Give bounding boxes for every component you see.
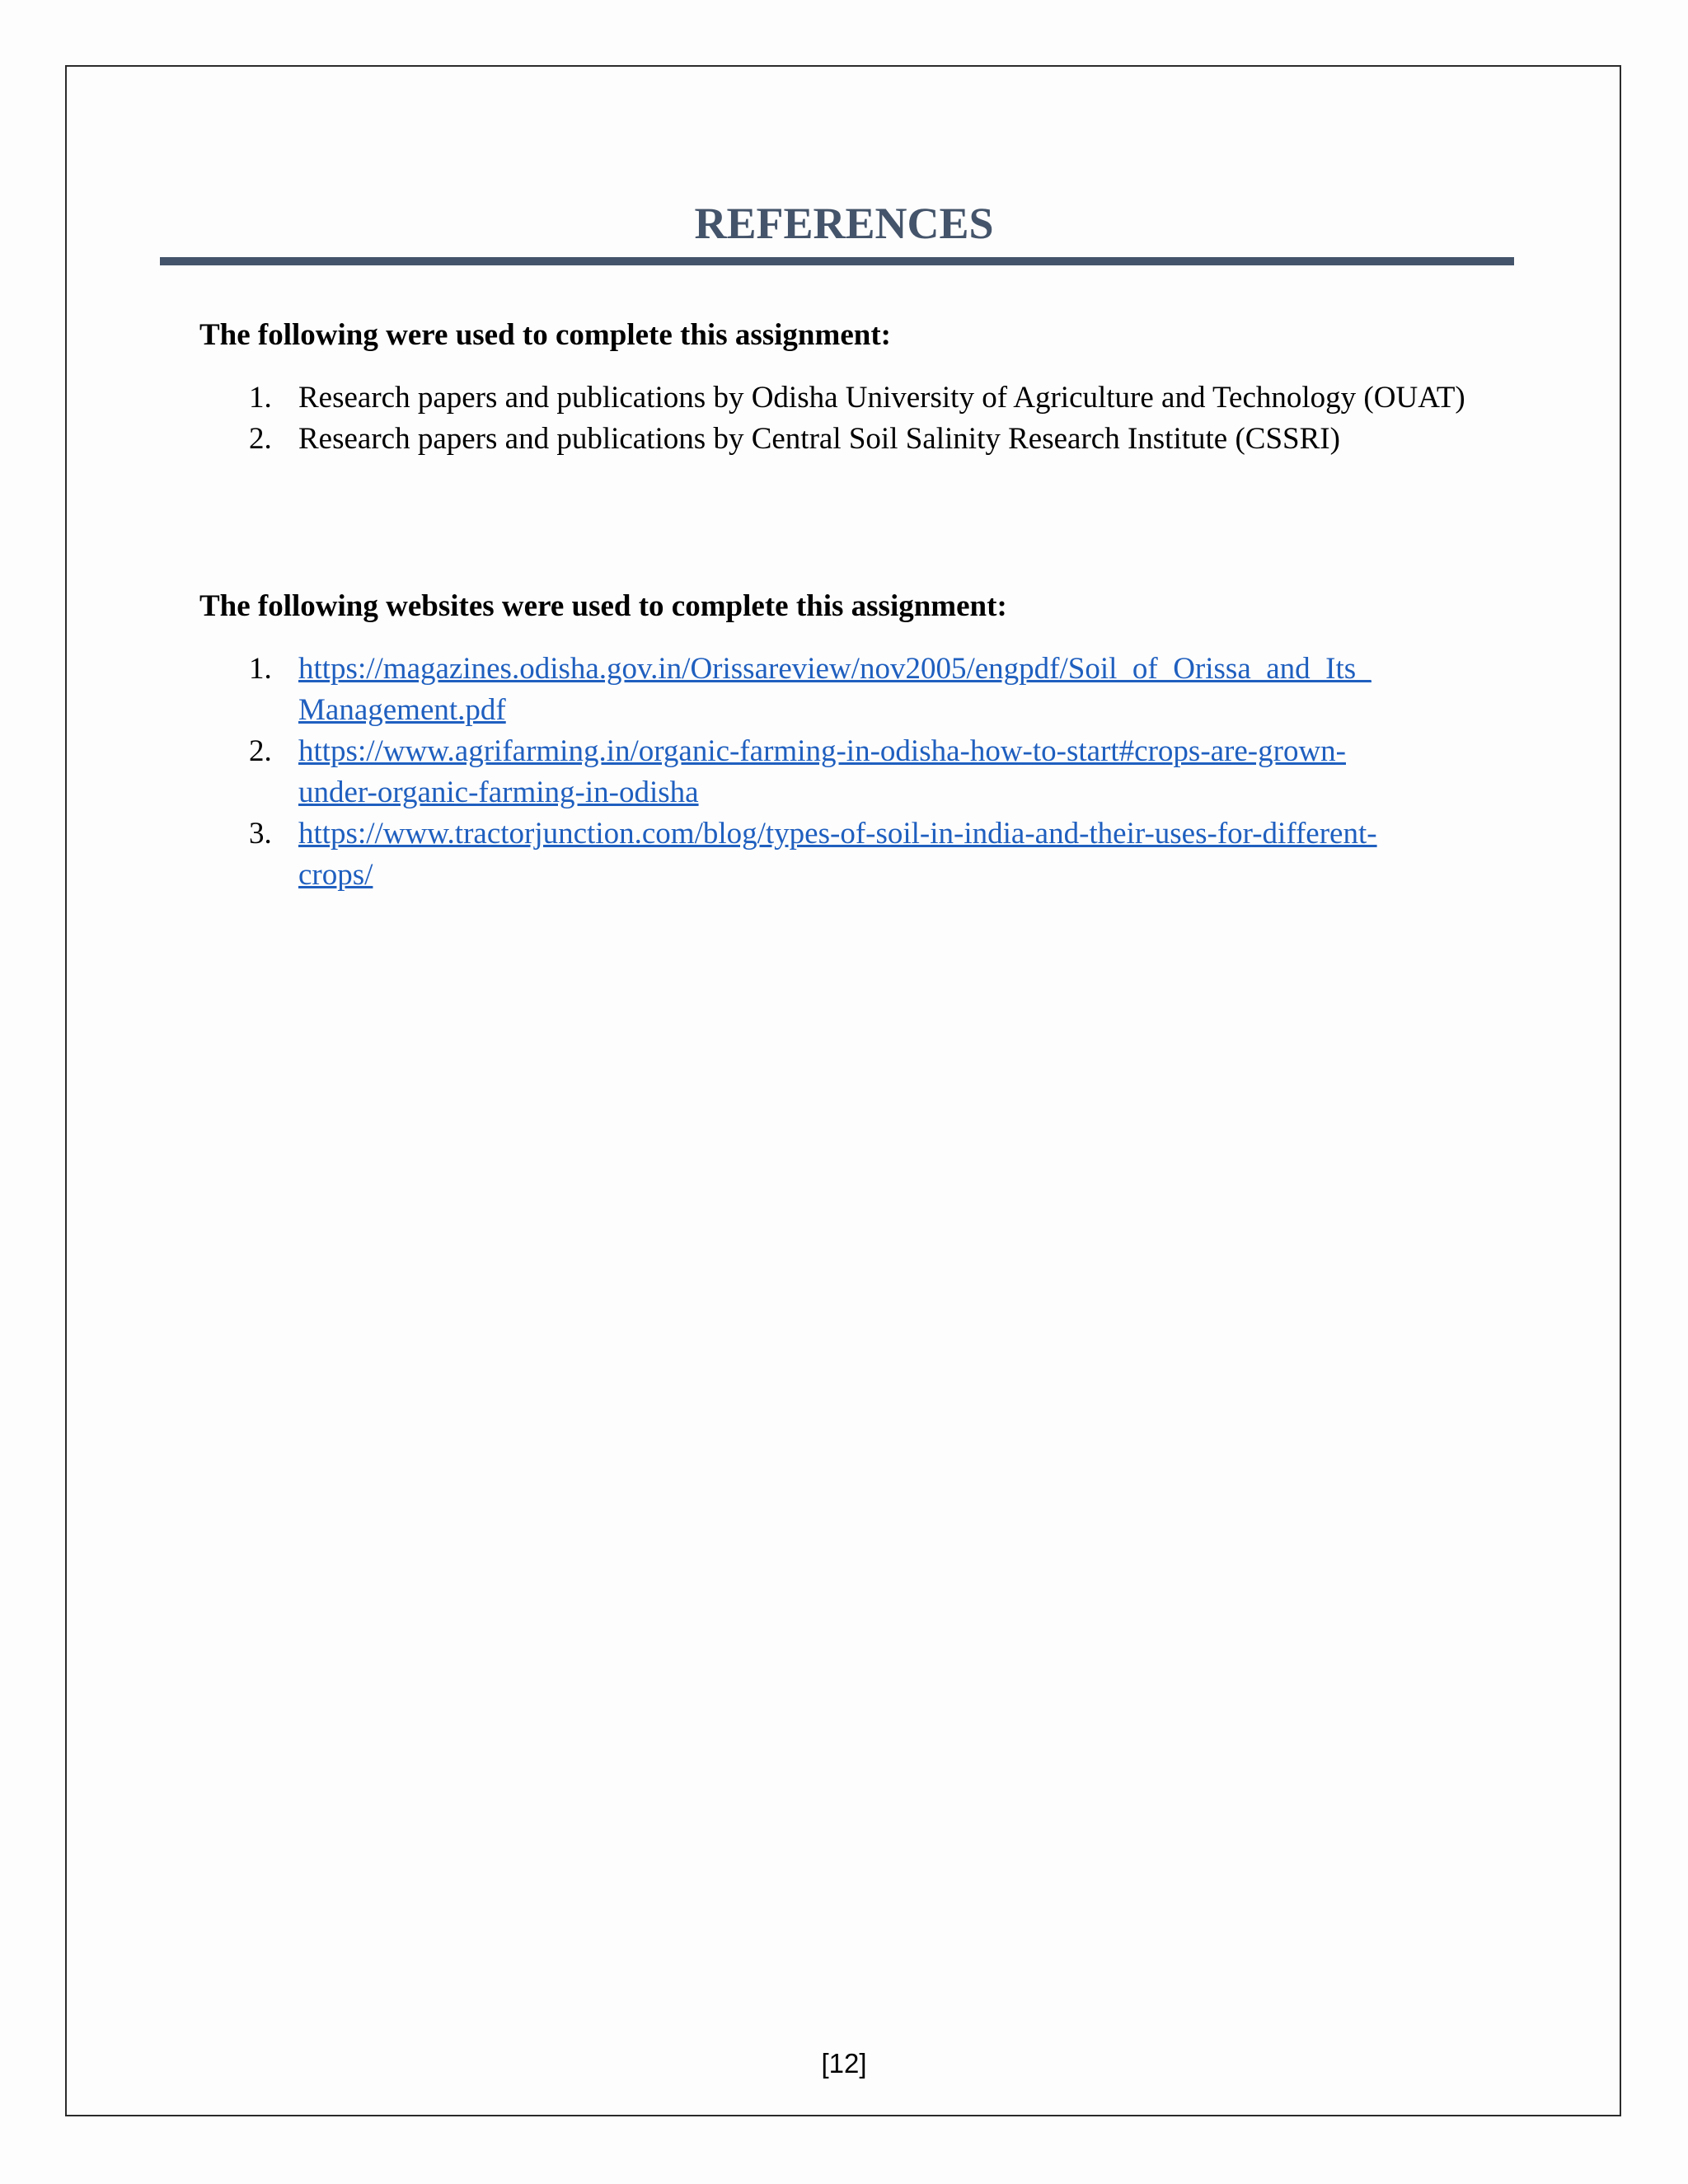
list-number: 2.: [249, 422, 272, 456]
websites-list: [199, 649, 1489, 896]
list-number: 3.: [249, 817, 272, 851]
link-line: https://magazines.odisha.gov.in/Orissareview/nov2005/engpdf/Soil_of_Orissa_and_Its_: [298, 652, 1372, 686]
reference-link[interactable]: [298, 734, 1346, 809]
page-number: [12]: [821, 2048, 867, 2079]
list-number: 1.: [249, 381, 272, 415]
title-underline-rule: [160, 257, 1514, 265]
list-item: [199, 649, 1489, 731]
link-line: under-organic-farming-in-odisha: [298, 776, 699, 809]
list-item: [199, 731, 1489, 813]
list-number: 2.: [249, 734, 272, 768]
link-line: crops/: [298, 858, 373, 892]
link-line: https://www.agrifarming.in/organic-farming-in-odisha-how-to-start#crops-are-grown-: [298, 734, 1346, 768]
list-item: [199, 419, 1489, 460]
source-text: Research papers and publications by Odisha University of Agriculture and Technology (OUAT): [298, 381, 1465, 415]
page-title: REFERENCES: [694, 199, 994, 248]
sources-list: [199, 377, 1489, 460]
list-item: [199, 377, 1489, 419]
reference-link[interactable]: [298, 817, 1377, 892]
page-border: [65, 65, 1621, 2116]
list-number: 1.: [249, 652, 272, 686]
source-text: Research papers and publications by Central Soil Salinity Research Institute (CSSRI): [298, 422, 1340, 456]
link-line: Management.pdf: [298, 693, 506, 727]
reference-link[interactable]: [298, 652, 1372, 727]
sources-heading: The following were used to complete this assignment:: [199, 318, 891, 352]
link-line: https://www.tractorjunction.com/blog/types-of-soil-in-india-and-their-uses-for-different-: [298, 817, 1377, 851]
list-item: [199, 813, 1489, 896]
websites-heading: The following websites were used to complete this assignment:: [199, 589, 1007, 623]
